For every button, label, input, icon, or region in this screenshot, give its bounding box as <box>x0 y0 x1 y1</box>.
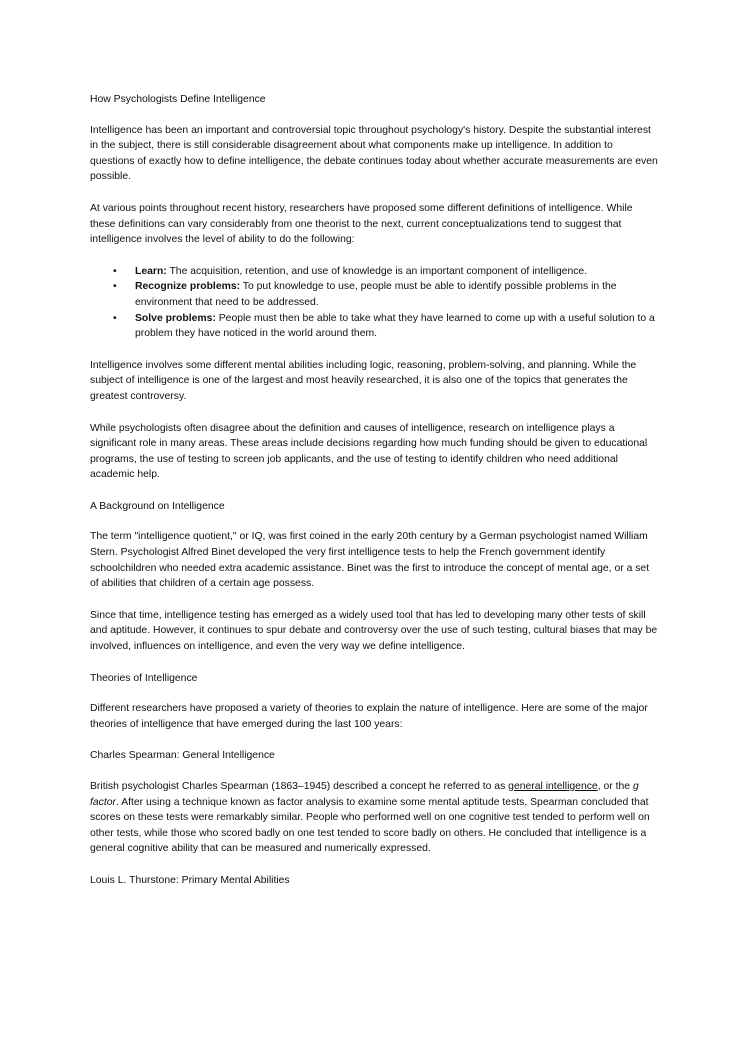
list-item-text: People must then be able to take what they have learned to come up with a useful solution to a problem they have noticed in the world around them. <box>135 312 655 340</box>
spearman-text-b: , or the <box>597 781 633 792</box>
paragraph-iq-history: The term "intelligence quotient," or IQ, was first coined in the early 20th century by a German psychologist named William Stern. Psychologist Alfred Binet developed the very first intelligence tests to help the French government identify schoolchildren who needed extra academic assistance. Binet was the first to introduce the concept of mental age, or a set of abilities that children of a certain age possess. <box>90 531 650 590</box>
general-intelligence-link[interactable]: general intelligence <box>508 781 598 792</box>
ability-list <box>90 264 658 342</box>
list-item-term: Solve problems: <box>135 312 216 324</box>
paragraph-research-role: While psychologists often disagree about the definition and causes of intelligence, research on intelligence plays a significant role in many areas. These areas include decisions regarding how much funding should be given to educational programs, the use of testing to screen job applicants, and the use of testing to identify children who need additional academic help. <box>90 422 648 481</box>
section-heading-spearman: Charles Spearman: General Intelligence <box>90 750 275 762</box>
spearman-text-a: British psychologist Charles Spearman (1863–1945) described a concept he referred to as <box>90 781 509 792</box>
bullet-icon: • <box>113 265 117 277</box>
paragraph-theories-intro: Different researchers have proposed a variety of theories to explain the nature of intelligence. Here are some of the major theories of intelligence that have emerged during the last 100 years: <box>90 703 648 730</box>
list-item <box>90 279 658 310</box>
paragraph-definitions: At various points throughout recent history, researchers have proposed some different definitions of intelligence. While these definitions can vary considerably from one theorist to the next, current conceptualizations tend to suggest that intelligence involves the level of ability to do the following: <box>90 202 633 246</box>
bullet-icon: • <box>113 312 117 324</box>
g-factor-term: g factor <box>90 781 639 808</box>
paragraph-spearman <box>90 779 658 857</box>
list-item-text: The acquisition, retention, and use of knowledge is an important component of intelligence. <box>166 265 588 277</box>
list-item <box>90 264 658 280</box>
document-body <box>90 92 658 904</box>
paragraph-testing: Since that time, intelligence testing has emerged as a widely used tool that has led to developing many other tests of skill and aptitude. However, it continues to spur debate and controversy over the use of such testing, cultural biases that may be involved, influences on intelligence, and even the very way we define intelligence. <box>90 609 658 653</box>
document-title: How Psychologists Define Intelligence <box>90 94 266 105</box>
paragraph-abilities: Intelligence involves some different mental abilities including logic, reasoning, problem-solving, and planning. While the subject of intelligence is one of the largest and most heavily researched, it is also one of the topics that generates the greatest controversy. <box>90 359 637 402</box>
section-heading-theories: Theories of Intelligence <box>90 672 198 684</box>
spearman-text-c: . After using a technique known as factor analysis to examine some mental aptitude tests, Spearman concluded that scores on these tests were remarkably similar. People who performed well on one cognitive test tended to perform well on other tests, while those who scored badly on one test tended to score badly on others. He concluded that intelligence is a general cognitive ability that can be measured and numerically expressed. <box>90 796 650 855</box>
list-item <box>90 311 658 342</box>
section-heading-thurstone: Louis L. Thurstone: Primary Mental Abilities <box>90 874 290 886</box>
list-item-text: To put knowledge to use, people must be able to identify possible problems in the environment that need to be addressed. <box>135 281 617 308</box>
bullet-icon: • <box>113 281 117 293</box>
section-heading-background: A Background on Intelligence <box>90 500 225 512</box>
list-item-term: Learn: <box>135 265 167 277</box>
paragraph-intro: Intelligence has been an important and controversial topic throughout psychology's history. Despite the substantial interest in the subject, there is still considerable disagreement about what components make up intelligence. In addition to questions of exactly how to define intelligence, the debate continues today about whether accurate measurements are even possible. <box>90 124 658 183</box>
list-item-term: Recognize problems: <box>135 281 241 293</box>
